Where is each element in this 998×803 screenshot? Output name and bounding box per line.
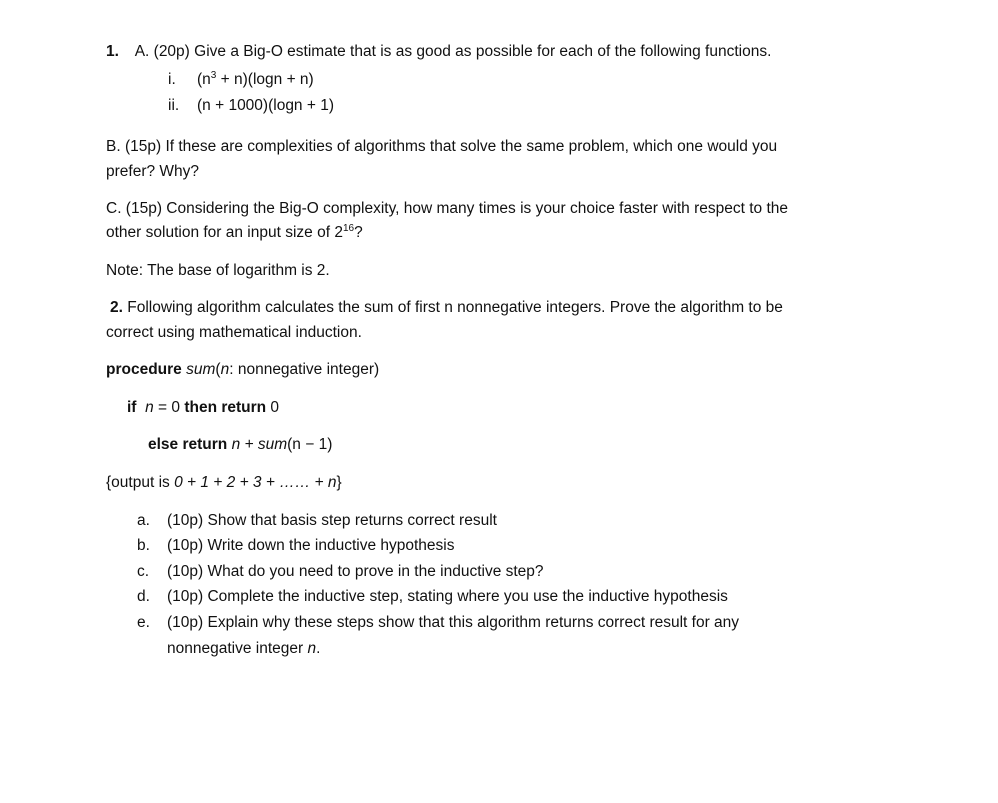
q1-b-line2: prefer? Why? [106,163,200,180]
q1-heading [106,42,771,62]
output-pre: {output is [106,474,175,491]
if-return-value: 0 [266,399,280,416]
else-args: (n − 1) [287,436,333,453]
q1-a-text: A. (20p) Give a Big-O estimate that is as good as possible for each of the following functions. [134,43,772,60]
q2-sub-d-text: (10p) Complete the inductive step, stating where you use the inductive hypothesis [167,588,728,605]
if-condition-var: n [145,399,154,416]
q2-sub-e-line2-var: n [307,640,317,657]
q2-number: 2. [110,299,123,316]
else-return-keyword: else return [148,436,228,453]
q2-sub-e-line2 [167,639,320,659]
q1-item-i-sup: 3 [210,70,217,81]
if-condition-rest: = 0 [153,399,185,416]
procedure-keyword: procedure [106,361,182,378]
if-keyword: if [127,399,137,416]
q1-item-i-pre: (n [197,71,211,88]
q1-c-line2-sup: 16 [342,223,355,234]
q2-sub-a-text: (10p) Show that basis step returns correct result [167,512,497,529]
q2-sub-c-text: (10p) What do you need to prove in the inductive step? [167,563,544,580]
output-expression: 0 + 1 + 2 + 3 + …… + n [174,474,337,491]
procedure-header [106,360,379,380]
procedure-name: sum [186,361,216,378]
q2-sub-e-line2-post: . [316,640,321,657]
q2-line2: correct using mathematical induction. [106,324,362,341]
procedure-else-line [148,435,332,455]
procedure-param: n [220,361,230,378]
procedure-param-type: : nonnegative integer) [229,361,380,378]
q2-sub-e-line2-pre: nonnegative integer [167,640,308,657]
q1-item-i-marker: i. [168,71,176,88]
q2-sub-d-marker: d. [137,588,150,605]
q2-sub-b-text: (10p) Write down the inductive hypothesis [167,537,455,554]
q2-sub-b-marker: b. [137,537,150,554]
q1-b-line1: B. (15p) If these are complexities of algorithms that solve the same problem, which one would you [106,138,778,155]
q1-c-line2-post: ? [354,224,363,241]
q2-line1 [110,298,783,318]
q1-item-ii-marker: ii. [168,97,180,114]
q2-sub-e-marker: e. [137,614,150,631]
q2-line1-text: Following algorithm calculates the sum of first n nonnegative integers. Prove the algorithm to be [122,299,783,316]
else-expression: n + sum [227,436,288,453]
q2-sub-a-marker: a. [137,512,150,529]
procedure-output [106,473,342,493]
q1-item-i-post: + n)(logn + n) [216,71,314,88]
q1-c-line2-pre: other solution for an input size of 2 [106,224,343,241]
then-return-keyword: then return [184,399,267,416]
q1-c-line2 [106,223,363,243]
procedure-open-paren: ( [215,361,221,378]
q1-item-ii-text: (n + 1000)(logn + 1) [197,97,335,114]
output-post: } [336,474,342,491]
q1-item-i-text [197,70,314,90]
q2-sub-c-marker: c. [137,563,150,580]
q1-c-line1: C. (15p) Considering the Big-O complexity, how many times is your choice faster with respect to the [106,200,788,217]
procedure-if-line [127,398,279,418]
q2-sub-e-text: (10p) Explain why these steps show that this algorithm returns correct result for any [167,614,740,631]
q1-note: Note: The base of logarithm is 2. [106,262,330,279]
q1-number: 1. [106,43,119,60]
